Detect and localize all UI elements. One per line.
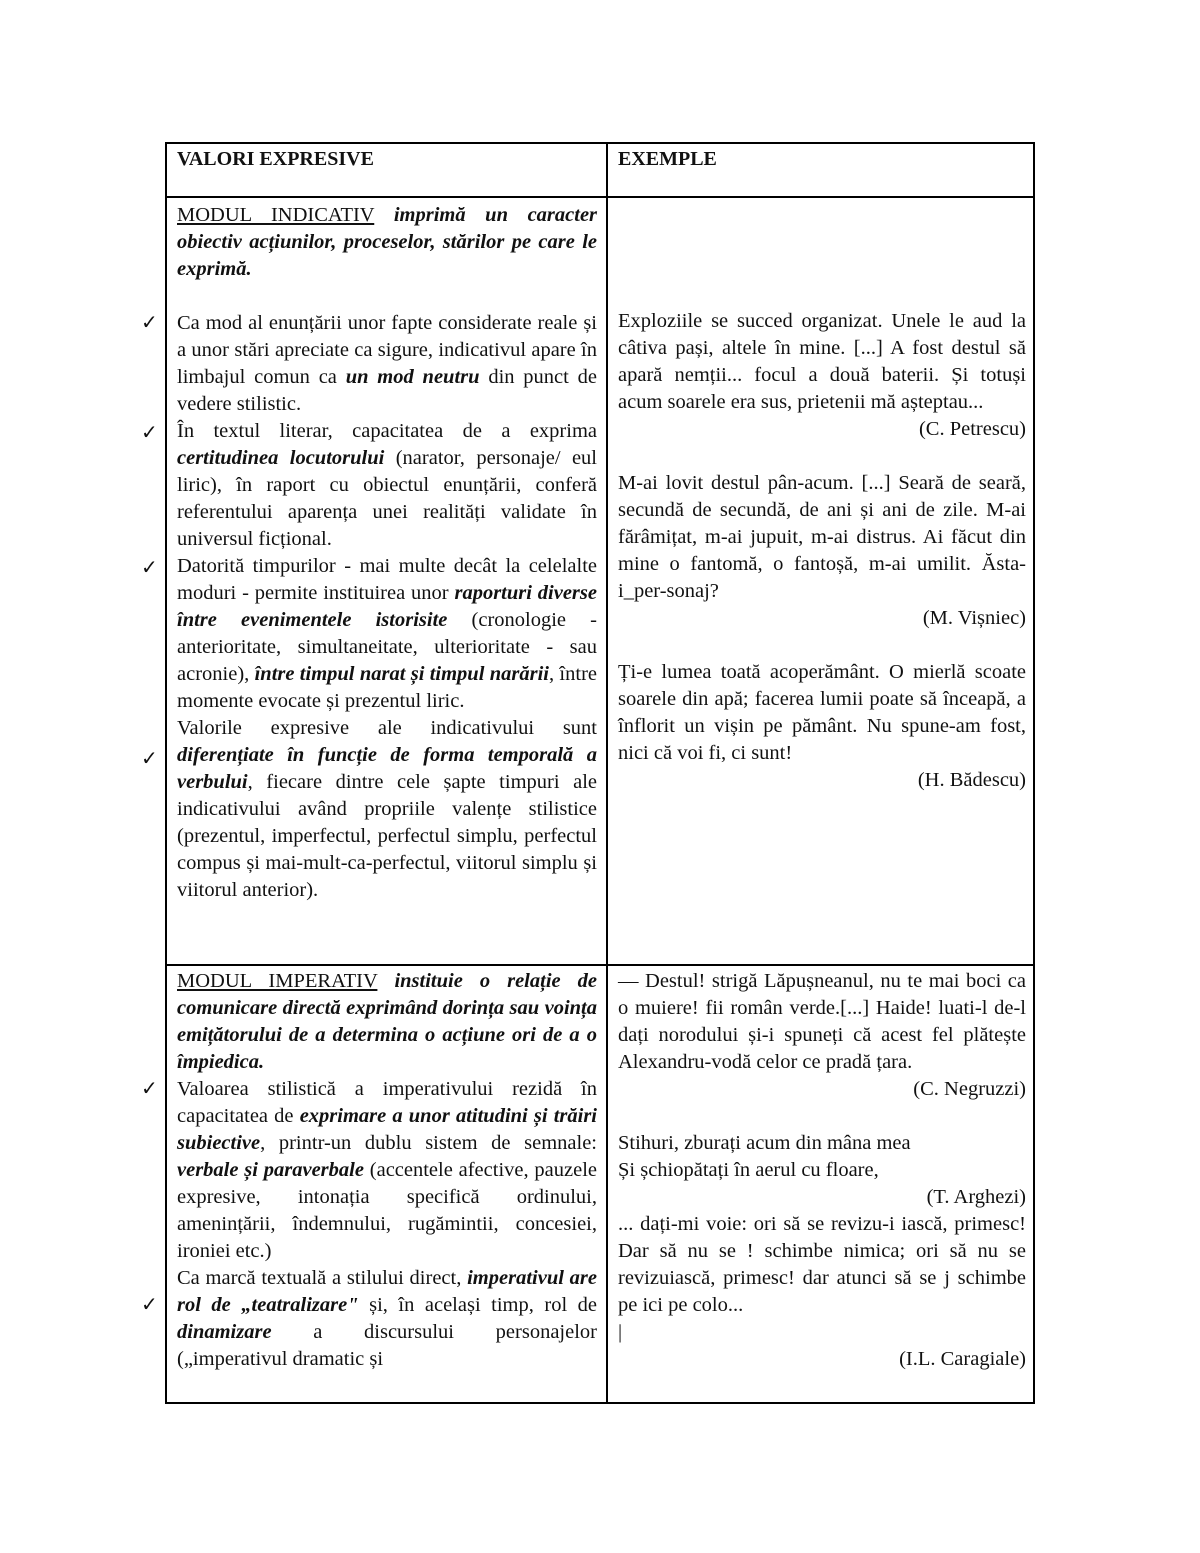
example-source: (T. Arghezi) bbox=[926, 1186, 1026, 1208]
example-source: (H. Bădescu) bbox=[917, 769, 1026, 791]
indicativ-title-desc: imprimă un caracter obiectiv acțiunilor, proceselor, stărilor pe care le exprimă. bbox=[177, 204, 598, 280]
imperativ-examples bbox=[618, 968, 1026, 1373]
emphasis-text: exprimare a unor atitudini și trăiri subiective bbox=[177, 1105, 597, 1154]
paragraph-text: , printr-un dublu sistem de semnale: bbox=[260, 1132, 597, 1154]
paragraph-text: Valorile expresive ale indicativului sunt bbox=[177, 717, 597, 739]
example-quote: Exploziile se succed organizat. Unele le aud la câtiva pași, altele în mine. [...] A fost destul să apară nemții... focul a două baterii. Și totuși acum soarele era sus, prietenii mă așteptau... bbox=[618, 310, 1026, 413]
check-icon: ✓ bbox=[141, 555, 158, 579]
paragraph-text: În textul literar, capacitatea de a exprima bbox=[177, 420, 597, 442]
imperativ-title: MODUL IMPERATIV bbox=[177, 970, 378, 992]
paragraph-text: Valoarea stilistică a imperativului rezidă în capacitatea de bbox=[177, 1078, 597, 1127]
emphasis-text: raporturi diverse între evenimentele istorisite bbox=[177, 582, 597, 631]
content-table bbox=[165, 142, 1035, 1404]
header-valori-expresive: VALORI EXPRESIVE bbox=[177, 148, 374, 170]
paragraph-text: a discursului personajelor („imperativul dramatic și bbox=[177, 1321, 597, 1370]
indicativ-description bbox=[177, 202, 597, 904]
emphasis-text: certitudinea locutorului bbox=[177, 447, 385, 469]
example-quote: Și șchiopătați în aerul cu floare, bbox=[618, 1159, 879, 1181]
emphasis-text: imperativul are rol de „teatralizare" bbox=[177, 1267, 597, 1316]
column-divider bbox=[606, 144, 608, 1402]
example-source: (C. Petrescu) bbox=[918, 418, 1026, 440]
emphasis-text: diferențiate în funcție de forma temporală a verbului bbox=[177, 744, 597, 793]
check-icon: ✓ bbox=[141, 420, 158, 444]
emphasis-text: verbale și paraverbale bbox=[177, 1159, 364, 1181]
check-icon: ✓ bbox=[141, 310, 158, 334]
paragraph-text: din punct de vedere stilistic. bbox=[177, 366, 597, 415]
example-quote: Stihuri, zburați acum din mâna mea bbox=[618, 1132, 911, 1154]
example-source: (M. Vișniec) bbox=[922, 607, 1026, 629]
paragraph-text: , între momente evocate și prezentul liric. bbox=[177, 663, 598, 712]
paragraph-text: Datorită timpurilor - mai multe decât la celelalte moduri - permite instituirea unor bbox=[177, 555, 597, 604]
example-quote: — Destul! strigă Lăpușneanul, nu te mai boci ca o muiere! fii român verde.[...] Haide! luati-l de-l dați norodului și-i spuneți că acest fel plătește Alexandru-vodă celor ce pradă țara. bbox=[618, 970, 1026, 1073]
emphasis-text: între timpul narat și timpul narării bbox=[254, 663, 549, 685]
emphasis-text: un mod neutru bbox=[345, 366, 480, 388]
check-icon: ✓ bbox=[141, 746, 158, 770]
imperativ-description bbox=[177, 968, 597, 1373]
indicativ-title: MODUL INDICATIV bbox=[177, 204, 375, 226]
paragraph-text: , fiecare dintre cele șapte timpuri ale indicativului având propriile valențe stilistice (prezentul, imperfectul, perfectul simplu, perfectul compus și mai-mult-ca-perfectul, viitorul simplu și viitorul anterior). bbox=[177, 771, 597, 901]
paragraph-text: (accentele afective, pauzele expresive, intonația specifică ordinului, amenințării, îndemnului, rugămintii, concesiei, ironiei etc.) bbox=[177, 1159, 598, 1262]
emphasis-text: dinamizare bbox=[177, 1321, 272, 1343]
paragraph-text: și, în același timp, rol de bbox=[369, 1294, 597, 1316]
check-icon: ✓ bbox=[141, 1292, 158, 1316]
example-quote: Ți-e lumea toată acoperământ. O mierlă scoate soarele din apă; facerea lumii poate să înceapă, a înflorit un vișin pe pământ. Nu spune-am fost, nici că voi fi, ci sunt! bbox=[618, 661, 1026, 764]
indicativ-examples bbox=[618, 308, 1026, 794]
header-exemple: EXEMPLE bbox=[618, 148, 717, 170]
example-quote: | bbox=[618, 1321, 623, 1343]
paragraph-text: (narator, personaje/ eul liric), în raport cu obiectul enunțării, conferă referentului aparența unei realități validate în universul ficțional. bbox=[177, 447, 598, 550]
table-header-row bbox=[167, 144, 1033, 198]
check-icon: ✓ bbox=[141, 1076, 158, 1100]
row-divider bbox=[167, 964, 1033, 966]
paragraph-text: (cronologie - anterioritate, simultaneitate, ulterioritate - sau acronie), bbox=[177, 609, 598, 685]
imperativ-title-desc: instituie o relație de comunicare directă exprimând dorința sau voința emițătorului de a determina o acțiune ori de a o împiedica. bbox=[177, 970, 597, 1073]
paragraph-text: Ca mod al enunțării unor fapte considerate reale și a unor stări apreciate ca sigure, indicativul apare în limbajul comun ca bbox=[177, 312, 597, 388]
example-source: (C. Negruzzi) bbox=[913, 1078, 1026, 1100]
example-quote: M-ai lovit destul pân-acum. [...] Seară de seară, secundă de secundă, de ani și ani de zile. M-ai fărâmițat, m-ai jupuit, m-ai distrus. Ai făcut din mine o fantomă, o fantoșă, m-ai umilit. Ăsta-i_per-sonaj? bbox=[618, 472, 1026, 602]
example-source: (I.L. Caragiale) bbox=[899, 1348, 1026, 1370]
paragraph-text: Ca marcă textuală a stilului direct, bbox=[177, 1267, 462, 1289]
example-quote: ... dați-mi voie: ori să se revizu-i iască, primesc! Dar să nu se ! schimbe nimica; ori să nu se revizuiască, primesc! dar atunci să se j schimbe pe ici pe colo... bbox=[618, 1213, 1026, 1316]
